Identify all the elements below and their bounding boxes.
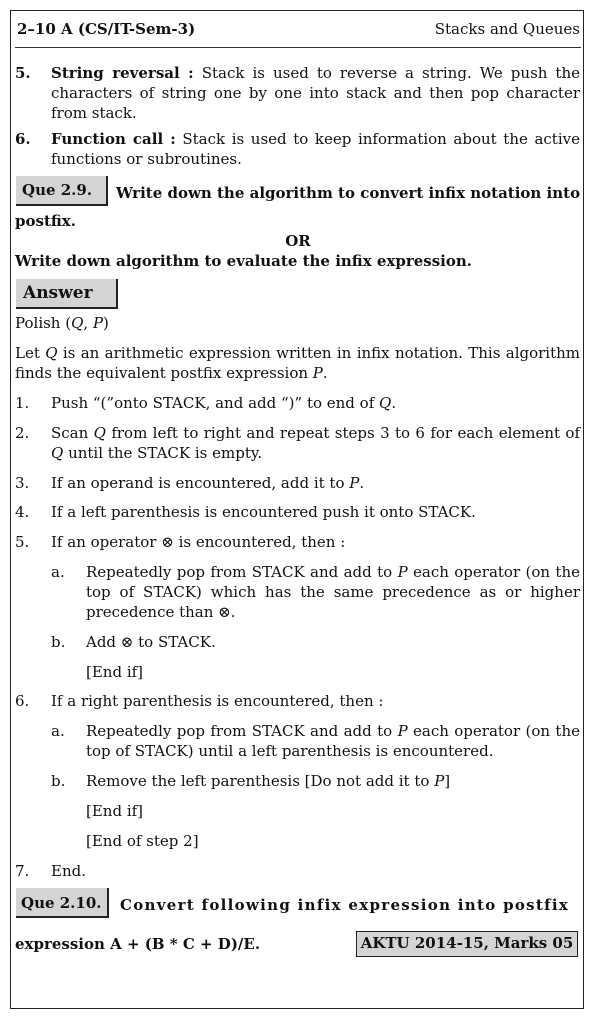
step-number: 1. xyxy=(15,394,30,412)
answer-label: Answer xyxy=(16,279,118,309)
substep-label: a. xyxy=(51,563,65,581)
step-4: If a left parenthesis is encountered push it onto STACK. xyxy=(51,503,476,521)
step-6a: Repeatedly pop from STACK and add to P each operator (on the top of STACK) until a left parenthesis is encountered. xyxy=(86,722,580,760)
header-rule xyxy=(15,47,581,48)
step-7: End. xyxy=(51,862,86,880)
end-if-5: [End if] xyxy=(86,663,144,681)
item-function-call xyxy=(51,129,580,169)
step-number: 4. xyxy=(15,503,30,521)
substep-label: b. xyxy=(51,633,66,651)
item-title: String reversal : xyxy=(51,64,194,82)
item-text: Stack is used to reverse a string. We push the characters of string one by one into stack and then pop character from stack. xyxy=(51,64,580,122)
step-3: If an operand is encountered, add it to P. xyxy=(51,474,365,492)
question-label: Que 2.9. xyxy=(16,176,108,206)
step-5b: Add ⊗ to STACK. xyxy=(86,633,216,651)
step-number: 7. xyxy=(15,862,30,880)
question-alt-text: Write down algorithm to evaluate the infix expression. xyxy=(15,252,473,270)
step-6b: Remove the left parenthesis [Do not add it to P] xyxy=(86,772,451,790)
end-if-6: [End if] xyxy=(86,802,144,820)
step-number: 6. xyxy=(15,692,30,710)
header-left: 2–10 A (CS/IT-Sem-3) xyxy=(17,20,196,38)
item-text: Stack is used to keep information about the active functions or subroutines. xyxy=(51,130,580,168)
item-number: 6. xyxy=(15,130,31,148)
item-string-reversal xyxy=(51,63,580,123)
step-number: 5. xyxy=(15,533,30,551)
substep-label: b. xyxy=(51,772,66,790)
step-number: 2. xyxy=(15,424,30,442)
step-5a: Repeatedly pop from STACK and add to P each operator (on the top of STACK) which has the same precedence as or higher precedence than ⊗. xyxy=(86,563,580,621)
header-right: Stacks and Queues xyxy=(434,20,580,38)
step-2: Scan Q from left to right and repeat steps 3 to 6 for each element of Q until the STACK is empty. xyxy=(51,424,580,462)
step-1: Push “(”onto STACK, and add “)” to end of Q. xyxy=(51,394,397,412)
question-text-line1: Convert following infix expression into postfix xyxy=(120,896,570,914)
intro-paragraph: Let Q is an arithmetic expression written in infix notation. This algorithm finds the equivalent postfix expression P. xyxy=(15,344,581,382)
item-number: 5. xyxy=(15,64,31,82)
step-number: 3. xyxy=(15,474,30,492)
step-5: If an operator ⊗ is encountered, then : xyxy=(51,533,346,551)
algorithm-signature: Polish (Q, P) xyxy=(15,314,109,332)
question-text-line2: expression A + (B * C + D)/E. xyxy=(15,935,261,953)
question-text-line2: postfix. xyxy=(15,212,76,230)
substep-label: a. xyxy=(51,722,65,740)
exam-badge: AKTU 2014-15, Marks 05 xyxy=(356,931,578,957)
question-text-line1: Write down the algorithm to convert infix notation into xyxy=(116,184,581,202)
step-6: If a right parenthesis is encountered, then : xyxy=(51,692,384,710)
or-separator: OR xyxy=(285,232,311,250)
question-label: Que 2.10. xyxy=(16,888,109,918)
item-title: Function call : xyxy=(51,130,176,148)
end-of-step-2: [End of step 2] xyxy=(86,832,199,850)
